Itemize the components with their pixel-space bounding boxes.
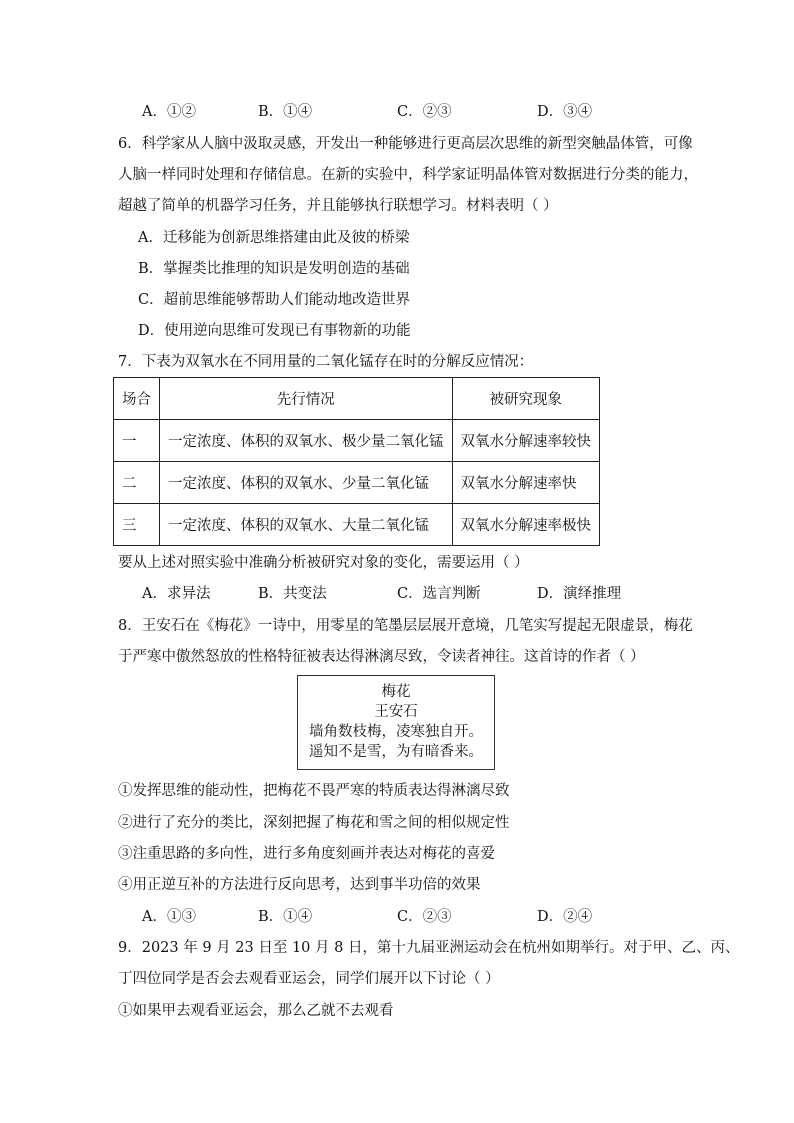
q8-option-d: D．②④ [537, 909, 593, 925]
table-row [114, 420, 600, 462]
poem-box [297, 675, 495, 770]
q5-option-a: A．①② [142, 104, 196, 120]
table-cell: 一定浓度、体积的双氧水、大量二氧化锰 [160, 504, 453, 546]
q6-option-d: D．使用逆向思维可发现已有事物新的功能 [138, 323, 411, 339]
q6-option-b: B．掌握类比推理的知识是发明创造的基础 [138, 261, 410, 277]
q7-option-d: D．演绎推理 [537, 586, 622, 602]
q8-stem-line-2: 于严寒中傲然怒放的性格特征被表达得淋漓尽致，令读者神往。这首诗的作者（ ） [118, 649, 645, 665]
q6-stem-line-2: 人脑一样同时处理和存储信息。在新的实验中，科学家证明晶体管对数据进行分类的能力， [118, 167, 698, 183]
table-cell: 双氧水分解速率快 [452, 462, 600, 504]
q6-option-c: C．超前思维能够帮助人们能动地改造世界 [138, 292, 411, 308]
q8-statement-2: ②进行了充分的类比，深刻把握了梅花和雪之间的相似规定性 [118, 815, 510, 831]
q8-option-c: C．②③ [397, 909, 452, 925]
q9-stem-line-1: 9．2023 年 9 月 23 日至 10 月 8 日，第十九届亚洲运动会在杭州如期举行。对于甲、乙、丙、 [118, 940, 740, 956]
table-cell: 双氧水分解速率极快 [452, 504, 600, 546]
q5-option-d: D．③④ [537, 104, 593, 120]
q8-option-b: B．①④ [258, 909, 313, 925]
poem-line-2: 遥知不是雪，为有暗香来。 [309, 744, 483, 760]
table-header-cell: 先行情况 [160, 378, 453, 420]
poem-title: 梅花 [381, 684, 411, 700]
q8-stem-line-1: 8．王安石在《梅花》一诗中，用零星的笔墨层层展开意境，几笔实写提起无限虚景，梅花 [118, 618, 693, 634]
q7-experiment-table [113, 377, 600, 546]
table-header-row [114, 378, 600, 420]
q8-statement-4: ④用正逆互补的方法进行反向思考，达到事半功倍的效果 [118, 877, 481, 893]
table-row [114, 504, 600, 546]
table-header-cell: 场合 [114, 378, 160, 420]
q5-option-b: B．①④ [258, 104, 313, 120]
table-cell: 三 [114, 504, 160, 546]
q7-stem: 7．下表为双氧水在不同用量的二氧化锰存在时的分解反应情况： [118, 354, 534, 370]
q7-option-b: B．共变法 [258, 586, 327, 602]
table-cell: 一定浓度、体积的双氧水、极少量二氧化锰 [160, 420, 453, 462]
q7-option-c: C．选言判断 [397, 586, 481, 602]
q9-stem-line-2: 丁四位同学是否会去观看亚运会，同学们展开以下讨论（ ） [118, 971, 500, 987]
q6-stem-line-3: 超越了简单的机器学习任务，并且能够执行联想学习。材料表明（ ） [118, 198, 558, 214]
poem-line-1: 墙角数枝梅，凌寒独自开。 [309, 724, 483, 740]
table-cell: 双氧水分解速率较快 [452, 420, 600, 462]
table-cell: 一 [114, 420, 160, 462]
q8-statement-1: ①发挥思维的能动性，把梅花不畏严寒的特质表达得淋漓尽致 [118, 783, 510, 799]
q9-statement-1: ①如果甲去观看亚运会，那么乙就不去观看 [118, 1003, 394, 1019]
q8-option-a: A．①③ [142, 909, 196, 925]
table-row [114, 462, 600, 504]
table-cell: 一定浓度、体积的双氧水、少量二氧化锰 [160, 462, 453, 504]
q7-question: 要从上述对照实验中准确分析被研究对象的变化，需要运用（ ） [118, 555, 529, 571]
q5-option-c: C．②③ [397, 104, 452, 120]
table-cell: 二 [114, 462, 160, 504]
q6-option-a: A．迁移能为创新思维搭建由此及彼的桥梁 [138, 230, 410, 246]
q8-statement-3: ③注重思路的多向性，进行多角度刻画并表达对梅花的喜爱 [118, 846, 495, 862]
q6-stem-line-1: 6．科学家从人脑中汲取灵感，开发出一种能够进行更高层次思维的新型突触晶体管，可像 [118, 136, 693, 152]
table-header-cell: 被研究现象 [452, 378, 600, 420]
q7-option-a: A．求异法 [142, 586, 211, 602]
poem-author: 王安石 [374, 704, 418, 720]
